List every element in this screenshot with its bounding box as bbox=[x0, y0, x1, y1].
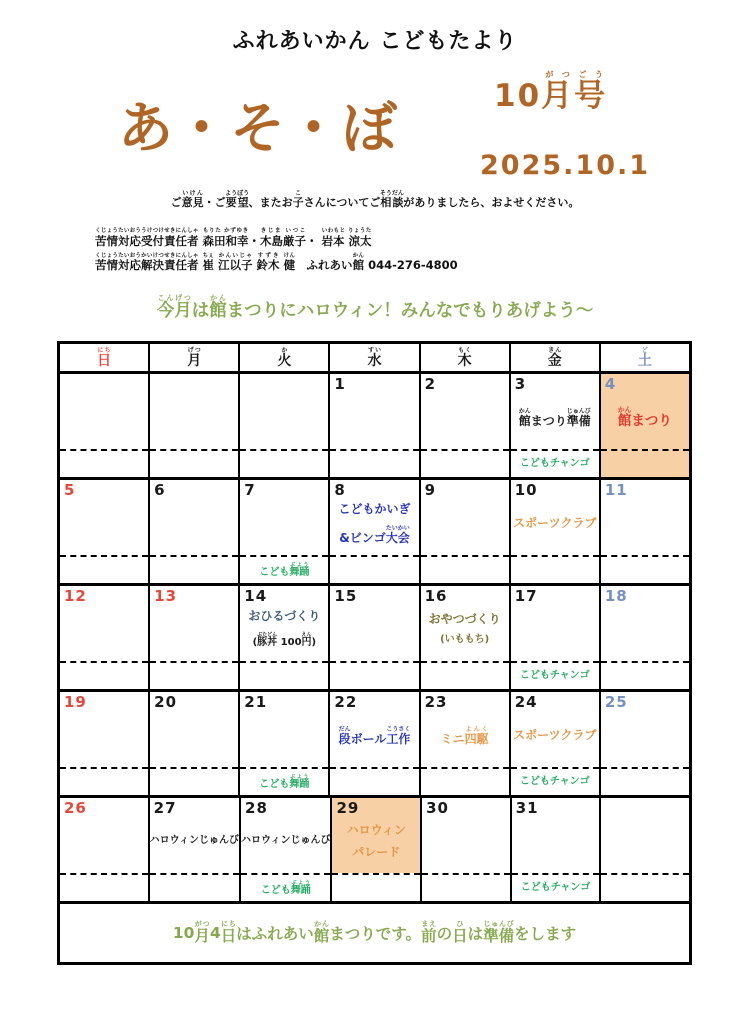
day-header-月: 月げつ bbox=[150, 344, 240, 371]
calendar-week-4 bbox=[60, 692, 689, 798]
calendar-strip bbox=[421, 449, 509, 477]
calendar-event: 館かんまつり準備じゅんび bbox=[518, 407, 591, 428]
calendar-cell-day-31 bbox=[512, 798, 602, 901]
day-number: 15 bbox=[334, 587, 358, 605]
day-number: 21 bbox=[244, 693, 268, 711]
calendar-event: &ビンゴ大会たいかい bbox=[339, 524, 410, 545]
calendar-cell-empty bbox=[601, 798, 689, 901]
calendar-cell-main bbox=[511, 692, 599, 767]
main-title: あ・そ・ぼ bbox=[118, 96, 399, 160]
calendar-strip bbox=[512, 873, 600, 901]
calendar-strip bbox=[601, 661, 689, 689]
calendar-cell-main bbox=[150, 586, 238, 661]
calendar-cell-day-19 bbox=[60, 692, 150, 795]
day-header-水: 水すい bbox=[330, 344, 420, 371]
calendar-cell-main bbox=[601, 374, 689, 449]
calendar-event: (いももち) bbox=[440, 634, 490, 646]
calendar-header-row bbox=[60, 344, 689, 374]
calendar-cell-main bbox=[60, 480, 148, 555]
calendar-strip bbox=[601, 873, 689, 901]
calendar-strip bbox=[422, 873, 510, 901]
day-number: 7 bbox=[244, 481, 256, 499]
calendar-strip bbox=[240, 555, 328, 583]
calendar-cell-day-2 bbox=[421, 374, 511, 477]
calendar-cell-day-20 bbox=[150, 692, 240, 795]
day-header-木: 木もく bbox=[421, 344, 511, 371]
calendar-cell-day-17 bbox=[511, 586, 601, 689]
calendar-strip-event: こどもチャンゴ bbox=[519, 457, 590, 469]
calendar-event: スポーツクラブ bbox=[513, 728, 597, 743]
day-header-火: 火か bbox=[240, 344, 330, 371]
issue-date: 2025.10.1 bbox=[480, 150, 651, 181]
calendar-cell-main bbox=[512, 798, 600, 873]
calendar-strip bbox=[60, 555, 148, 583]
day-number: 19 bbox=[64, 693, 87, 711]
calendar-week-3 bbox=[60, 586, 689, 692]
day-number: 22 bbox=[334, 693, 358, 711]
calendar-cell-empty bbox=[150, 374, 240, 477]
calendar-cell-day-4 bbox=[601, 374, 689, 477]
calendar-event: パレード bbox=[352, 845, 401, 859]
calendar-cell-main bbox=[601, 798, 689, 873]
calendar-strip-event: こどもチャンゴ bbox=[519, 669, 590, 681]
calendar-table bbox=[57, 341, 692, 965]
calendar-cell-main bbox=[330, 692, 418, 767]
calendar-strip bbox=[60, 767, 148, 795]
day-number: 25 bbox=[604, 693, 628, 711]
day-number: 2 bbox=[424, 375, 436, 393]
calendar-cell-empty bbox=[240, 374, 330, 477]
calendar-strip bbox=[240, 449, 328, 477]
calendar-cell-main bbox=[150, 480, 238, 555]
monthly-headline: 今月こんげつは館かんまつりにハロウィン！みんなでもりあげよう～ bbox=[156, 294, 594, 321]
calendar-cell-main bbox=[240, 480, 328, 555]
calendar-strip bbox=[511, 661, 599, 689]
calendar-cell-day-6 bbox=[150, 480, 240, 583]
day-number: 6 bbox=[154, 481, 166, 499]
calendar-cell-main bbox=[421, 586, 509, 661]
calendar-cell-day-25 bbox=[601, 692, 689, 795]
calendar-strip-event: こども舞踊ぶよう bbox=[259, 773, 310, 790]
calendar-strip bbox=[511, 449, 599, 477]
calendar-cell-day-30 bbox=[422, 798, 512, 901]
day-number: 12 bbox=[64, 587, 87, 605]
calendar-strip bbox=[330, 767, 418, 795]
calendar-cell-main bbox=[330, 480, 418, 555]
day-number: 3 bbox=[514, 375, 527, 393]
day-number: 24 bbox=[514, 693, 538, 711]
calendar-cell-day-28 bbox=[241, 798, 332, 901]
calendar-cell-day-9 bbox=[421, 480, 511, 583]
calendar-cell-main bbox=[421, 480, 509, 555]
day-number: 23 bbox=[424, 693, 448, 711]
day-number: 17 bbox=[514, 587, 538, 605]
calendar-cell-day-5 bbox=[60, 480, 150, 583]
calendar-cell-day-14 bbox=[240, 586, 330, 689]
calendar-cell-main bbox=[601, 480, 689, 555]
calendar-cell-day-16 bbox=[421, 586, 511, 689]
day-number: 29 bbox=[336, 799, 360, 817]
calendar-cell-main bbox=[601, 586, 689, 661]
calendar-strip bbox=[240, 767, 328, 795]
day-number: 14 bbox=[244, 587, 268, 605]
issue-label: 10月号がつごう bbox=[494, 70, 608, 114]
calendar-strip bbox=[332, 873, 420, 901]
calendar-cell-day-10 bbox=[511, 480, 601, 583]
calendar-cell-main bbox=[511, 586, 599, 661]
calendar-cell-day-24 bbox=[511, 692, 601, 795]
calendar-cell-main bbox=[601, 692, 689, 767]
calendar-strip bbox=[421, 555, 509, 583]
calendar-event: おひるづくり bbox=[248, 609, 321, 624]
calendar-cell-main bbox=[60, 692, 148, 767]
calendar-strip bbox=[240, 661, 328, 689]
day-number: 28 bbox=[245, 799, 268, 817]
day-number: 13 bbox=[154, 587, 178, 605]
calendar-event: ハロウィンじゅんび bbox=[149, 835, 240, 847]
calendar-event: (豚丼ぶたどん 100円えん) bbox=[252, 632, 317, 649]
calendar-cell-day-21 bbox=[240, 692, 330, 795]
day-number: 20 bbox=[154, 693, 178, 711]
calendar-event: ハロウィンじゅんび bbox=[241, 835, 331, 847]
calendar-cell-day-29 bbox=[332, 798, 422, 901]
calendar-cell-day-18 bbox=[601, 586, 689, 689]
calendar-strip bbox=[421, 767, 509, 795]
calendar-strip bbox=[601, 767, 689, 795]
calendar-cell-main bbox=[240, 692, 328, 767]
day-number: 10 bbox=[514, 481, 538, 499]
day-number: 4 bbox=[604, 375, 617, 393]
notice-line: ご意見いけん・ご要望ようぼう、またお子こさんについてご相談そうだんがありましたら、およせください。 bbox=[170, 190, 580, 209]
calendar-cell-main bbox=[240, 586, 328, 661]
calendar-week-2 bbox=[60, 480, 689, 586]
calendar-strip bbox=[601, 449, 689, 477]
calendar-strip bbox=[330, 449, 418, 477]
calendar-strip-event: こども舞踊ぶよう bbox=[260, 879, 311, 896]
day-header-日: 日にち bbox=[60, 344, 150, 371]
day-header-金: 金きん bbox=[511, 344, 601, 371]
calendar-cell-main bbox=[60, 798, 148, 873]
contact-line-2: 苦情対応くじょうたいおう解決かいけつ責任者せきにんしゃ 崔ちぇ 江以子かんいじゃ 鈴木すずき 健けん ふれあい館かん 044-276-4800 bbox=[95, 253, 458, 272]
day-number: 26 bbox=[64, 799, 87, 817]
calendar-cell-day-23 bbox=[421, 692, 511, 795]
calendar-cell-main bbox=[150, 374, 238, 449]
calendar-cell-main bbox=[421, 692, 509, 767]
calendar-cell-main bbox=[421, 374, 509, 449]
day-number: 18 bbox=[604, 587, 628, 605]
calendar-week-1 bbox=[60, 374, 689, 480]
calendar-cell-main bbox=[330, 374, 418, 449]
calendar-cell-main bbox=[150, 692, 238, 767]
calendar-strip-event: こども舞踊ぶよう bbox=[259, 561, 310, 578]
day-number: 8 bbox=[334, 481, 346, 499]
day-number: 1 bbox=[334, 375, 346, 393]
calendar-strip bbox=[150, 555, 238, 583]
day-number: 31 bbox=[515, 799, 539, 817]
calendar-cell-main bbox=[240, 374, 328, 449]
calendar-week-5 bbox=[60, 798, 689, 904]
newsletter-title: ふれあいかん こどもたより bbox=[232, 29, 518, 54]
calendar-cell-day-1 bbox=[330, 374, 420, 477]
calendar-cell-main bbox=[422, 798, 510, 873]
calendar-strip bbox=[330, 661, 418, 689]
calendar-cell-day-11 bbox=[601, 480, 689, 583]
calendar-strip bbox=[330, 555, 418, 583]
calendar-event: 館かんまつり bbox=[617, 406, 672, 430]
calendar-cell-empty bbox=[60, 374, 150, 477]
day-number: 30 bbox=[426, 799, 449, 817]
calendar-cell-day-22 bbox=[330, 692, 420, 795]
calendar-cell-main bbox=[241, 798, 330, 873]
calendar-strip bbox=[511, 555, 599, 583]
calendar-event: 段だんボール工作こうさく bbox=[338, 725, 411, 746]
calendar-strip bbox=[60, 873, 148, 901]
calendar-strip bbox=[60, 661, 148, 689]
calendar-event: おやつづくり bbox=[428, 612, 501, 627]
calendar-cell-day-13 bbox=[150, 586, 240, 689]
calendar-cell-day-12 bbox=[60, 586, 150, 689]
calendar-strip bbox=[511, 767, 599, 795]
calendar-event: スポーツクラブ bbox=[513, 516, 597, 531]
day-number: 5 bbox=[64, 481, 76, 499]
calendar-cell-day-7 bbox=[240, 480, 330, 583]
calendar-strip bbox=[241, 873, 330, 901]
calendar-cell-main bbox=[60, 586, 148, 661]
calendar-strip-event: こどもチャンゴ bbox=[520, 881, 591, 893]
calendar-event: ハロウィン bbox=[346, 823, 406, 838]
contact-line-1: 苦情対応くじょうたいおう受付うけつけ責任者せきにんしゃ 森田和幸もりた かずゆき・木島厳子きじま いつこ・ 岩本 涼太いわもと りょうた bbox=[95, 228, 372, 248]
calendar-cell-main bbox=[60, 374, 148, 449]
calendar-cell-day-15 bbox=[330, 586, 420, 689]
calendar-strip bbox=[150, 767, 238, 795]
calendar-cell-main bbox=[332, 798, 420, 873]
calendar-cell-main bbox=[150, 798, 239, 873]
calendar-event: こどもかいぎ bbox=[338, 501, 411, 516]
calendar-cell-day-8 bbox=[330, 480, 420, 583]
day-number: 16 bbox=[424, 587, 448, 605]
day-number: 9 bbox=[424, 481, 436, 499]
calendar-strip bbox=[150, 449, 238, 477]
calendar-cell-main bbox=[511, 480, 599, 555]
calendar-cell-main bbox=[330, 586, 418, 661]
calendar-strip-event: こどもチャンゴ bbox=[519, 775, 590, 787]
calendar-strip bbox=[421, 661, 509, 689]
day-number: 27 bbox=[153, 799, 177, 817]
day-number: 11 bbox=[604, 481, 628, 499]
calendar-footer-note: 10 月がつ 4 日にち はふれあい 館かん まつりです。 前まえ の 日ひ は 準備じゅんび をします bbox=[172, 920, 577, 945]
calendar-event: ミニ四駆よんく bbox=[440, 725, 489, 746]
calendar-cell-main bbox=[511, 374, 599, 449]
calendar-strip bbox=[150, 661, 238, 689]
calendar-cell-day-26 bbox=[60, 798, 150, 901]
contact-block bbox=[95, 228, 458, 277]
calendar-strip bbox=[60, 449, 148, 477]
calendar-cell-day-3 bbox=[511, 374, 601, 477]
calendar-strip bbox=[601, 555, 689, 583]
calendar-cell-day-27 bbox=[150, 798, 241, 901]
calendar-strip bbox=[150, 873, 239, 901]
day-header-土: 土ど bbox=[637, 347, 652, 369]
